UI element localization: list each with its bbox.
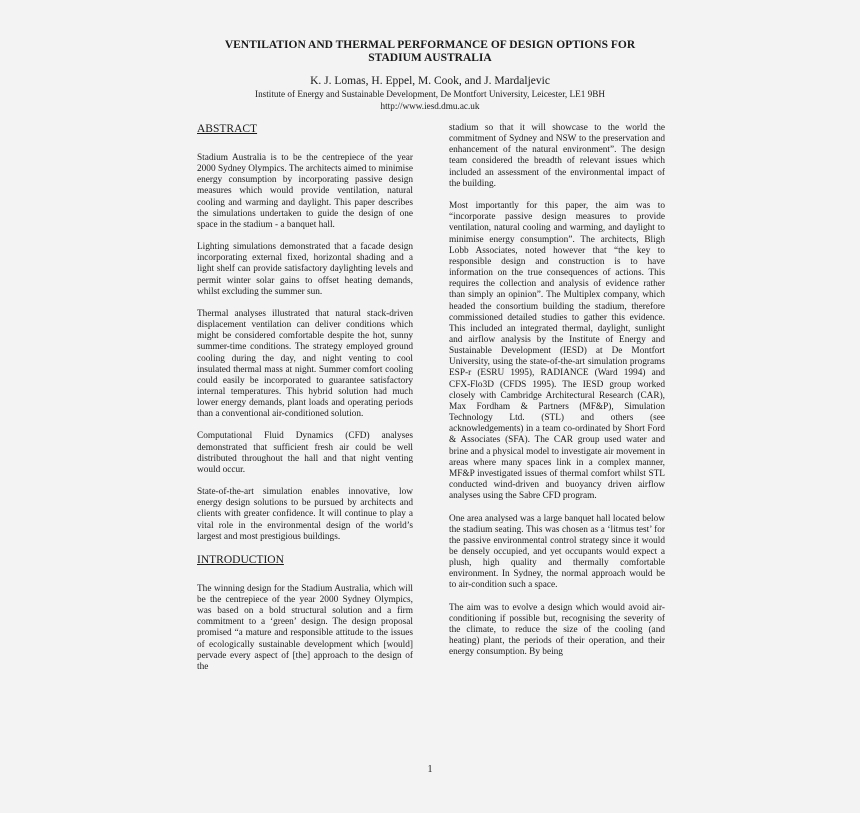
affiliation: Institute of Energy and Sustainable Development, De Montfort University, Leicester, LE1 9BH [255,89,605,99]
introduction-paragraph: The aim was to evolve a design which would avoid air-conditioning if possible but, recognising the severity of the climate, to reduce the size of the cooling (and heating) plant, the periods of their operation, and their energy consumption. By being [449,602,665,658]
authors: K. J. Lomas, H. Eppel, M. Cook, and J. Mardaljevic [310,75,550,87]
paper-title [150,39,710,65]
title-line-2: STADIUM AUSTRALIA [368,52,492,64]
abstract-paragraph: Thermal analyses illustrated that natural stack-driven displacement ventilation can deliver conditions which might be considered comfortable despite the hot, sunny summer-time conditions. The strategy employed ground cooling during the day, and night venting to cool insulated thermal mass at night. Summer comfort cooling could easily be incorporated to guarantee satisfactory internal temperatures. This hybrid solution had much lower energy demands, plant loads and operating periods than a conventional air-conditioned solution. [197,308,413,420]
page-number: 1 [427,764,433,775]
affiliation-url[interactable]: http://www.iesd.dmu.ac.uk [380,100,480,111]
abstract-paragraph: State-of-the-art simulation enables innovative, low energy design solutions to be pursued by architects and clients with greater confidence. It will continue to play a vital role in the environmental design of the world’s largest and most prestigious buildings. [197,487,413,542]
right-column [449,123,665,670]
introduction-paragraph: One area analysed was a large banquet hall located below the stadium seating. This was chosen as a ‘litmus test’ for the passive environmental control strategy since it would be densely occupied, and yet occupants would expect a plush, high quality and thermally comfortable environment. In Sydney, the normal approach would be to air-condition such a space. [449,513,665,591]
affiliation-block [150,89,710,112]
title-line-1: VENTILATION AND THERMAL PERFORMANCE OF DESIGN OPTIONS FOR [224,39,636,51]
introduction-paragraph: stadium so that it will showcase to the world the commitment of Sydney and NSW to the preservation and enhancement of the natural environment”. The design team considered the breadth of relevant issues which included an assessment of the environmental impact of the building. [449,123,665,189]
abstract-paragraph: Lighting simulations demonstrated that a facade design incorporating external fixed, horizontal shading and a light shelf can provide satisfactory daylighting levels and permit winter solar gains to offset heating demands, whilst excluding the summer sun. [197,242,413,297]
abstract-heading: ABSTRACT [197,123,258,135]
introduction-heading: INTRODUCTION [197,553,284,566]
abstract-paragraph: Stadium Australia is to be the centrepiece of the year 2000 Sydney Olympics. The architects aimed to minimise energy consumption by incorporating passive design measures which would provide ventilation, natural cooling and warming and daylight. This paper describes the simulations undertaken to guide the design of one space in the stadium - a banquet hall. [197,153,413,230]
left-column [197,123,413,684]
introduction-paragraph: Most importantly for this paper, the aim was to “incorporate passive design measures to provide ventilation, natural cooling and warming, and daylight to minimise energy consumption”. The architects, Bligh Lobb Associates, noted however that “the key to responsible design and construction is to have information on the true consequences of actions. This requires the collection and analysis of evidence rather than simply an opinion”. The Multiplex company, which headed the consortium building the stadium, therefore commissioned detailed studies to gather this evidence. This included an integrated thermal, daylight, sunlight and airflow analysis by the Institute of Energy and Sustainable Development (IESD) at De Montfort University, using the state-of-the-art simulation programs ESP-r (ESRU 1995), RADIANCE (Ward 1994) and CFX-Flo3D (CFDS 1995). The IESD group worked closely with Cambridge Architectural Research (CAR), Max Fordham & Partners (MF&P), Simulation Technology Ltd. (STL) and others (see acknowledgements) in a team co-ordinated by Short Ford & Associates (SFA). The CAR group used water and brine and a physical model to investigate air movement in areas where many spaces link in a complex manner, MF&P investigated issues of thermal comfort whilst STL conducted wind-driven and buoyancy driven airflow analyses using the Sabre CFD program. [449,201,665,502]
abstract-paragraph: Computational Fluid Dynamics (CFD) analyses demonstrated that sufficient fresh air could be well distributed throughout the hall and that night venting would occur. [197,431,413,475]
introduction-paragraph: The winning design for the Stadium Australia, which will be the centrepiece of the year 2000 Sydney Olympics, was based on a bold structural solution and a firm commitment to a ‘green’ design. The design proposal promised “a mature and responsible attitude to the issues of ecologically sustainable development which [would] pervade every aspect of [the] approach to the design of the [197,583,413,672]
